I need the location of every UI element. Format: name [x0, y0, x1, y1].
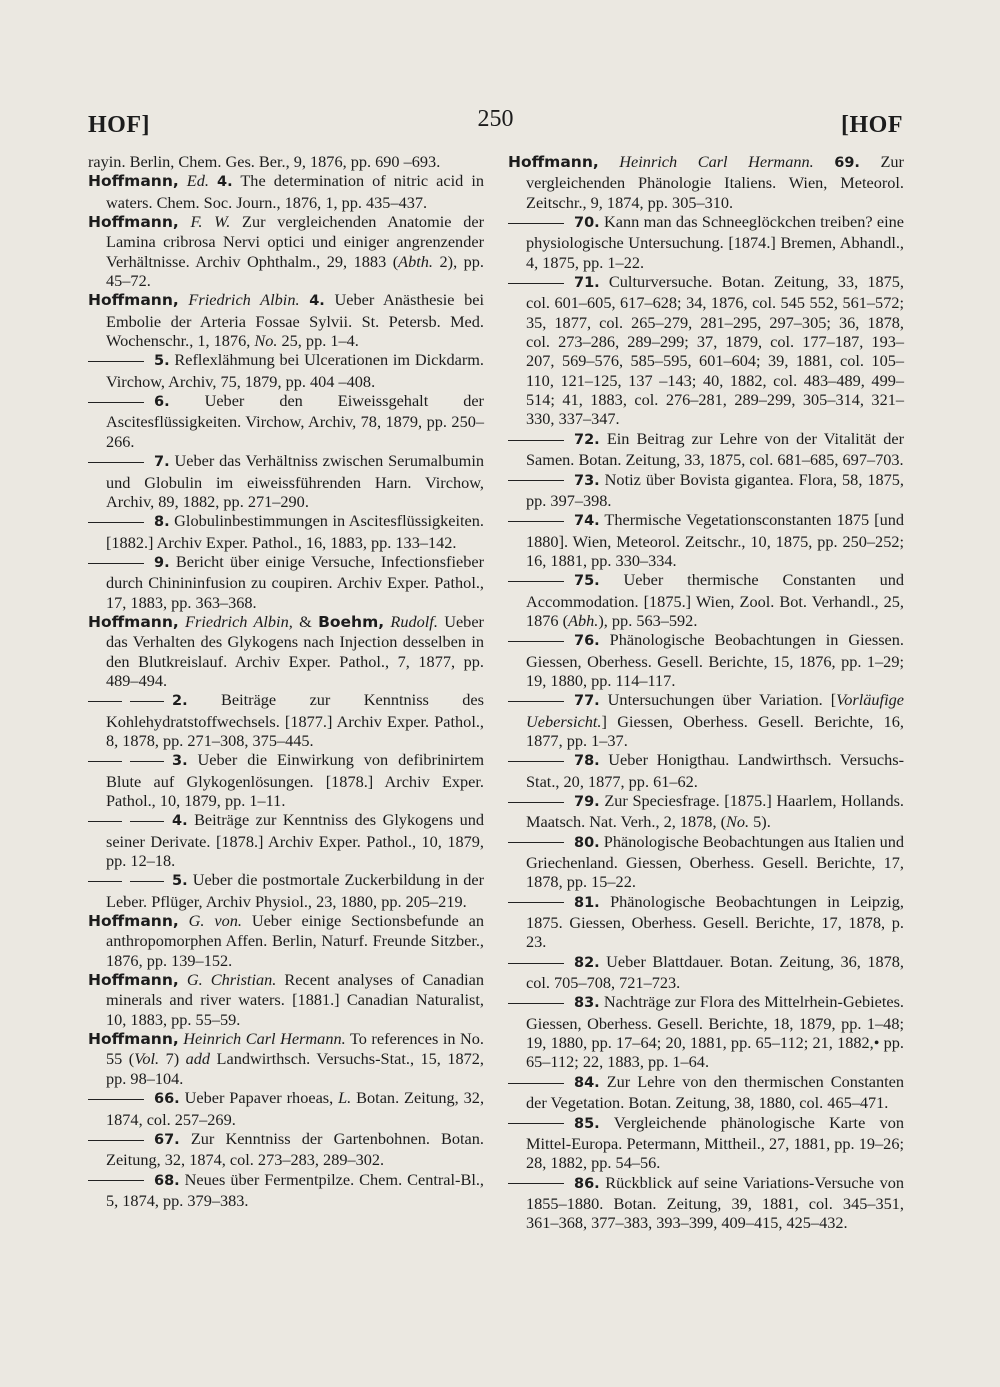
entry-text: Ueber das Verhalten des Glykogens nach Injection desselben in den Blutkreislauf. Archiv Exper. Pathol., 7, 1877, pp. 489–494. — [106, 611, 484, 690]
ditto-dash — [508, 440, 564, 441]
numbered-entry — [508, 952, 904, 993]
entry-text: Ueber Blattdauer. Botan. Zeitung, 36, 1878, col. 705–708, 721–723. — [526, 951, 904, 993]
running-header — [88, 106, 903, 146]
entry-text: Thermische Vegetationsconstanten 1875 [und 1880]. Wien, Meteorol. Zeitschr., 10, 1875, pp. 250–252; 16, 1881, pp. 330–334. — [526, 510, 904, 570]
ditto-dash — [508, 802, 564, 803]
ditto-dash — [508, 963, 564, 964]
ditto-dash — [88, 361, 144, 362]
entry-text: Landwirthsch. Versuchs-Stat., 15, 1872, pp. 98–104. — [106, 1049, 484, 1088]
ditto-dash — [130, 881, 164, 882]
numbered-entry — [508, 510, 904, 570]
author-given-name: G. Christian. — [186, 970, 277, 990]
entry-text: Ueber die Einwirkung von defibrinirtem Blute auf Glykogenlösungen. [1878.] Archiv Exper. Pathol., 10, 1879, pp. 1–11. — [106, 750, 484, 810]
ditto-dash — [130, 821, 164, 822]
numbered-entry — [88, 690, 484, 750]
author-name: Hoffmann, — [88, 612, 179, 631]
ditto-dash — [88, 821, 122, 822]
entry-text: Zur Lehre von den thermischen Constanten der Vegetation. Botan. Zeitung, 38, 1880, col. 465–471. — [526, 1071, 904, 1113]
ditto-dash — [508, 521, 564, 522]
entry-number: 4. — [217, 174, 233, 191]
entry-text: Ueber thermische Constanten und Accommodation. [1875.] Wien, Zool. Bot. Verhandl., 25, 1876 ( — [526, 570, 904, 630]
numbered-entry — [508, 892, 904, 952]
entry-number: 69. — [834, 155, 860, 171]
entry-number: 67. — [154, 1131, 180, 1148]
ditto-dash — [508, 1123, 564, 1124]
author-name: Hoffmann, — [508, 153, 599, 171]
header-right-keyword: [HOF — [841, 112, 903, 138]
ditto-dash — [88, 1180, 144, 1181]
numbered-entry — [508, 212, 904, 272]
entry-text: Ein Beitrag zur Lehre von der Vitalität der Samen. Botan. Zeitung, 33, 1875, col. 681–685, 697–703. — [526, 428, 904, 470]
entry-text: ] Giessen, Oberhess. Gesell. Berichte, 16, 1877, pp. 1–37. — [526, 711, 904, 750]
ditto-dash — [88, 522, 144, 523]
entry-number: 77. — [574, 693, 600, 710]
entry-number: 74. — [574, 513, 600, 530]
entry-text: Phänologische Beobachtungen in Giessen. Giessen, Oberhess. Gesell. Berichte, 15, 1876, pp. 1–29; 19, 1880, pp. 114–117. — [526, 630, 904, 690]
entry-text: Vergleichende phänologische Karte von Mittel-Europa. Petermann, Mittheil., 27, 1881, pp. 19–26; 28, 1882, pp. 54–56. — [526, 1112, 904, 1173]
entry-text: Phänologische Beobachtungen aus Italien und Griechenland. Giessen, Oberhess. Gesell. Berichte, 17, 1878, pp. 15–22. — [526, 831, 904, 892]
author-name: Hoffmann, — [88, 912, 179, 931]
numbered-entry — [508, 750, 904, 791]
author-given-name: Friedrich Albin. — [188, 290, 300, 310]
entry-number: 86. — [574, 1175, 600, 1192]
entry-text: Neues über Fermentpilze. Chem. Central-Bl., 5, 1874, pp. 379–383. — [106, 1169, 484, 1210]
entry-number: 76. — [574, 633, 600, 650]
ditto-dash — [88, 761, 122, 762]
entry-text: Globulinbestimmungen in Ascitesflüssigkeiten. [1882.] Archiv Exper. Pathol., 16, 1883, pp. 133–142. — [106, 511, 484, 552]
header-left-keyword: HOF] — [88, 112, 150, 138]
entry-text: Nachträge zur Flora des Mittelrhein-Gebietes. Giessen, Oberhess. Gesell. Berichte, 18, 1879, pp. 1–48; 19, 1880, pp. 17–64; 20, 1881, pp. 65–112; 21, 1882,• pp. 65–112; 22, 1883, pp. 1–64. — [526, 992, 904, 1072]
entry-number: 72. — [574, 431, 600, 448]
numbered-entry — [508, 470, 904, 511]
entry-number: 71. — [574, 275, 600, 292]
ditto-dash — [508, 1183, 564, 1184]
numbered-entry — [508, 791, 904, 832]
ditto-dash — [88, 701, 122, 702]
entry-text: Beiträge zur Kenntniss des Glykogens und seiner Derivate. [1878.] Archiv Exper. Pathol., 10, 1879, pp. 12–18. — [106, 810, 484, 871]
ditto-dash — [88, 462, 144, 463]
author-name: Hoffmann, — [88, 1030, 179, 1049]
entry-text: To references in No. 55 ( — [106, 1029, 485, 1069]
entry-continuation — [88, 152, 484, 171]
entry-number: 4. — [172, 813, 188, 830]
ditto-dash — [508, 641, 564, 642]
entry-text: Notiz über Bovista gigantea. Flora, 58, 1875, pp. 397–398. — [526, 469, 904, 510]
entry-number: 6. — [154, 394, 170, 411]
entry-number: 78. — [574, 753, 600, 770]
numbered-entry — [88, 1170, 484, 1211]
entry-text: Ueber die postmortale Zuckerbildung in der Leber. Pflüger, Archiv Physiol., 23, 1880, pp. 205–219. — [106, 870, 484, 911]
entry-italic: No. — [254, 331, 278, 351]
numbered-entry — [508, 272, 904, 429]
numbered-entry — [508, 832, 904, 892]
ditto-dash — [508, 1003, 564, 1004]
entry-text: Phänologische Beobachtungen in Leipzig, 1875. Giessen, Oberhess. Gesell. Berichte, 17, 1878, p. 23. — [526, 891, 904, 952]
entry-text: Kann man das Schneeglöckchen treiben? eine physiologische Untersuchung. [1874.] Bremen, Abhandl., 4, 1875, pp. 1–22. — [526, 212, 904, 272]
entry-text: Botan. Zeitung, 32, 1874, col. 257–269. — [106, 1088, 485, 1129]
entry-text: Recent analyses of Canadian minerals and river waters. [1881.] Canadian Naturalist, 10, 1883, pp. 55–59. — [106, 970, 485, 1029]
ditto-dash — [508, 902, 564, 903]
numbered-entry — [88, 552, 484, 612]
numbered-entry — [88, 1129, 484, 1170]
entry-number: 81. — [574, 894, 600, 911]
ampersand: & — [299, 611, 312, 631]
entry-italic: Abth. — [398, 251, 433, 271]
entry-text: 2), pp. 45–72. — [106, 251, 485, 291]
author-name: Hoffmann, — [88, 291, 179, 310]
ditto-dash — [508, 283, 564, 284]
numbered-entry — [88, 810, 484, 870]
author-entry — [88, 171, 484, 212]
ditto-dash — [130, 761, 164, 762]
ditto-dash — [88, 563, 144, 564]
entry-text: Zur Speciesfrage. [1875.] Haarlem, Hollands. Maatsch. Nat. Verh., 2, 1878, ( — [526, 791, 904, 832]
author-entry — [88, 612, 484, 690]
entry-text: 5). — [749, 812, 771, 832]
entry-text: Ueber den Eiweissgehalt der Ascitesflüssigkeiten. Virchow, Archiv, 78, 1879, pp. 250–266. — [106, 391, 484, 451]
coauthor-name: Boehm, — [318, 612, 385, 631]
entry-italic: No. — [726, 812, 750, 832]
author-entry — [508, 152, 904, 212]
entry-text: Zur Kenntniss der Gartenbohnen. Botan. Zeitung, 32, 1874, col. 273–283, 289–302. — [106, 1128, 484, 1170]
author-name: Hoffmann, — [88, 971, 179, 990]
entry-text: Bericht über einige Versuche, Infectionsfieber durch Chinininfusion zu coupiren. Archiv Exper. Pathol., 17, 1883, pp. 363–368. — [106, 551, 484, 612]
numbered-entry — [508, 630, 904, 690]
page-number: 250 — [477, 106, 514, 132]
entry-number: 82. — [574, 954, 600, 971]
author-entry — [88, 911, 484, 970]
ditto-dash — [88, 402, 144, 403]
entry-text: Culturversuche. Botan. Zeitung, 33, 1875, col. 601–605, 617–628; 34, 1876, col. 545 552, 561–572; 35, 1877, col. 265–279, 281–295, 297–305; 36, 1878, col. 273–286, 289–299; 37, 1879, col. 177–187, 193–207, 569–576, 585–595, 601–604; 39, 1881, col. 105–110, 121–125, 137 –143; 40, 1882, col. 483–489, 499–514; 41, 1883, col. 276–281, 289–299, 305–314, 321–330, 337–347. — [526, 272, 904, 429]
author-given-name: Friedrich Albin, — [185, 611, 293, 631]
entry-italic: Abh. — [568, 610, 599, 630]
entry-number: 83. — [574, 995, 600, 1012]
ditto-dash — [508, 842, 564, 843]
ditto-dash — [130, 701, 164, 702]
entry-text: Ueber Papaver rhoeas, — [184, 1088, 339, 1108]
numbered-entry — [508, 1072, 904, 1113]
ditto-dash — [508, 223, 564, 224]
entry-text: Ueber das Verhältniss zwischen Serumalbumin und Globulin im eiweissführenden Harn. Virchow, Archiv, 89, 1882, pp. 271–290. — [106, 451, 484, 511]
entry-text: rayin. Berlin, Chem. Ges. Ber., 9, 1876, pp. 690 –693. — [88, 152, 441, 171]
numbered-entry — [88, 750, 484, 810]
author-given-name: Heinrich Carl Hermann. — [183, 1029, 346, 1049]
ditto-dash — [508, 480, 564, 481]
entry-text: 25, pp. 1–4. — [277, 331, 359, 351]
ditto-dash — [88, 881, 122, 882]
entry-number: 4. — [309, 293, 325, 310]
entry-italic: Vorläufige Uebersicht. — [526, 690, 904, 731]
entry-italic: L. — [338, 1088, 352, 1108]
entry-number: 5. — [172, 873, 188, 890]
entry-number: 5. — [154, 353, 170, 370]
entry-text: Zur vergleichenden Phänologie Italiens. Wien, Meteorol. Zeitschr., 9, 1874, pp. 305–310. — [526, 152, 904, 212]
entry-text: Reflexlähmung bei Ulcerationen im Dickdarm. Virchow, Archiv, 75, 1879, pp. 404 –408. — [106, 350, 485, 391]
author-entry — [88, 1029, 484, 1088]
numbered-entry — [88, 451, 484, 511]
author-given-name: F. W. — [190, 212, 231, 232]
ditto-dash — [88, 1140, 144, 1141]
entry-text: The determination of nitric acid in waters. Chem. Soc. Journ., 1876, 1, pp. 435–437. — [106, 171, 484, 212]
numbered-entry — [508, 992, 904, 1071]
entry-text: 7) — [159, 1049, 186, 1069]
author-entry — [88, 212, 484, 290]
left-column — [88, 152, 484, 1210]
entry-number: 75. — [574, 573, 600, 590]
entry-text: Ueber einige Sectionsbefunde an anthropomorphen Affen. Berlin, Naturf. Freunde Sitzber., 1876, pp. 139–152. — [106, 911, 484, 970]
entry-number: 73. — [574, 472, 600, 489]
entry-number: 2. — [172, 693, 188, 710]
entry-text: Ueber Honigthau. Landwirthsch. Versuchs-Stat., 20, 1877, pp. 61–62. — [526, 750, 904, 791]
entry-number: 68. — [154, 1172, 180, 1189]
entry-number: 84. — [574, 1074, 600, 1091]
coauthor-given-name: Rudolf. — [390, 611, 438, 631]
entry-number: 80. — [574, 834, 600, 851]
numbered-entry — [88, 1088, 484, 1129]
entry-italic: Vol. — [134, 1049, 160, 1069]
entry-number: 79. — [574, 794, 600, 810]
author-name: Hoffmann, — [88, 213, 179, 232]
ditto-dash — [88, 1099, 144, 1100]
entry-number: 3. — [172, 753, 188, 770]
ditto-dash — [508, 1083, 564, 1084]
numbered-entry — [508, 690, 904, 750]
author-given-name: Ed. — [186, 171, 209, 191]
numbered-entry — [508, 1173, 904, 1233]
ditto-dash — [508, 761, 564, 762]
entry-text: Zur vergleichenden Anatomie der Lamina cribrosa Nervi optici und einiger angrenzender Verhältnisse. Archiv Ophthalm., 29, 1883 ( — [106, 212, 485, 271]
numbered-entry — [88, 870, 484, 911]
author-entry — [88, 970, 484, 1029]
entry-number: 7. — [154, 454, 170, 471]
entry-text: Beiträge zur Kenntniss des Kohlehydratstoffwechsels. [1877.] Archiv Exper. Pathol., 8, 1878, pp. 271–308, 375–445. — [106, 690, 484, 750]
ditto-dash — [508, 581, 564, 582]
entry-text: Rückblick auf seine Variations-Versuche von 1855–1880. Botan. Zeitung, 39, 1881, col. 345–351, 361–368, 377–383, 393–399, 409–415, 425–432. — [526, 1172, 904, 1233]
numbered-entry — [508, 429, 904, 470]
author-given-name: G. von. — [188, 911, 242, 931]
author-entry — [88, 290, 484, 350]
entry-number: 8. — [154, 514, 170, 531]
entry-text: ), pp. 563–592. — [598, 610, 698, 630]
numbered-entry — [508, 570, 904, 630]
entry-number: 70. — [574, 215, 600, 232]
numbered-entry — [88, 511, 484, 552]
author-name: Hoffmann, — [88, 172, 179, 191]
numbered-entry — [508, 1113, 904, 1173]
entry-number: 66. — [154, 1091, 180, 1108]
numbered-entry — [88, 350, 484, 391]
entry-text: Ueber Anästhesie bei Embolie der Arteria Fossae Sylvii. St. Petersb. Med. Wochenschr., 1, 1876, — [106, 290, 485, 351]
right-column — [508, 152, 904, 1233]
entry-number: 9. — [154, 554, 170, 571]
ditto-dash — [508, 701, 564, 702]
numbered-entry — [88, 391, 484, 451]
entry-number: 85. — [574, 1115, 600, 1132]
entry-italic: add — [185, 1049, 211, 1069]
author-given-name: Heinrich Carl Hermann. — [619, 152, 814, 171]
entry-text: Untersuchungen über Variation. [ — [607, 690, 837, 710]
